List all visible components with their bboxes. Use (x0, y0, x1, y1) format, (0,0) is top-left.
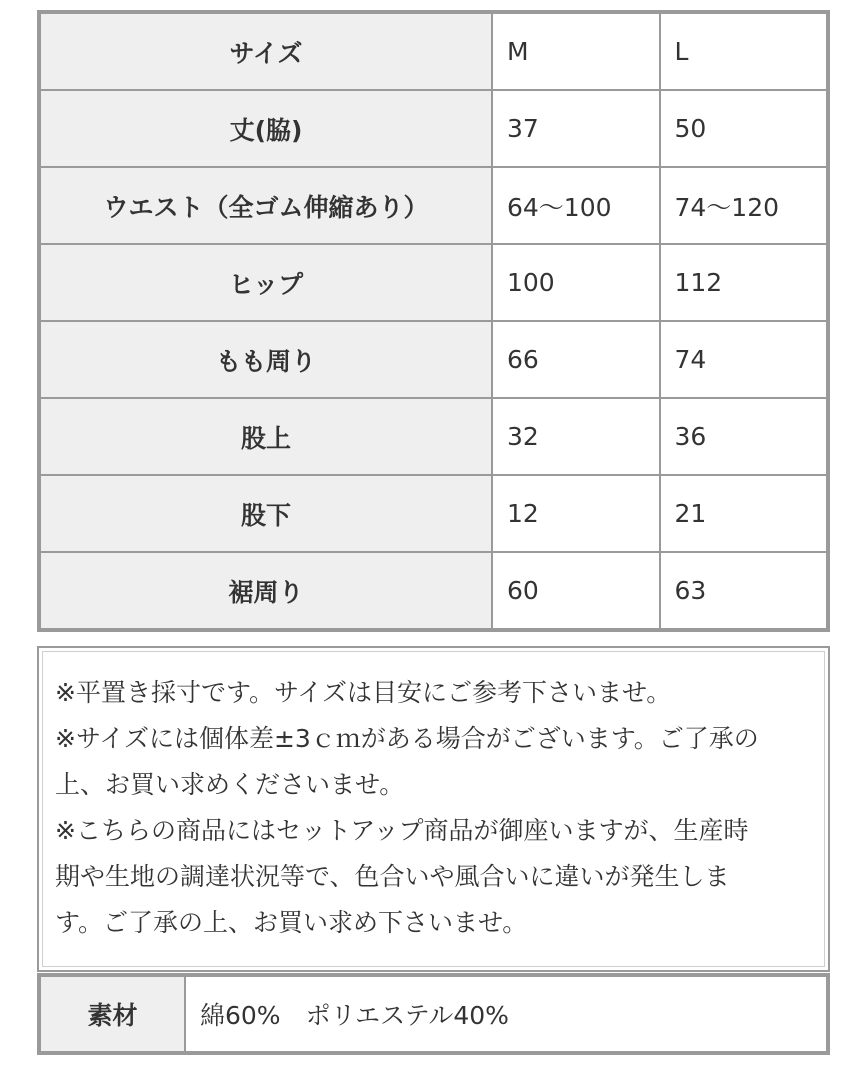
material-value: 綿60% ポリエステル40% (186, 977, 826, 1051)
note-line: ※平置き採寸です。サイズは目安にご参考下さいませ。 (55, 678, 672, 707)
row-value-l: 74〜120 (661, 168, 827, 243)
size-table-frame (37, 10, 830, 632)
row-value-l: 63 (661, 553, 827, 628)
table-row (41, 245, 826, 320)
note-line: 期や生地の調達状況等で、色合いや風合いに違いが発生しま (55, 862, 730, 891)
row-value-m: 12 (493, 476, 659, 551)
table-row (41, 168, 826, 243)
row-value-m: 66 (493, 322, 659, 397)
row-label: もも周り (41, 322, 491, 397)
table-row (41, 476, 826, 551)
row-label: 股上 (41, 399, 491, 474)
row-value-m: 64〜100 (493, 168, 659, 243)
row-value-l: 50 (661, 91, 827, 166)
note-line: ※こちらの商品にはセットアップ商品が御座いますが、生産時 (55, 816, 749, 845)
material-label: 素材 (41, 977, 184, 1051)
header-size-l: L (661, 14, 827, 89)
row-label: ウエスト（全ゴム伸縮あり） (41, 168, 491, 243)
row-value-m: 60 (493, 553, 659, 628)
row-label: 裾周り (41, 553, 491, 628)
size-table (39, 12, 828, 630)
note-line: す。ご了承の上、お買い求め下さいませ。 (55, 908, 528, 937)
row-value-m: 100 (493, 245, 659, 320)
table-row (41, 399, 826, 474)
table-row (41, 91, 826, 166)
row-value-m: 37 (493, 91, 659, 166)
row-label: 股下 (41, 476, 491, 551)
row-value-l: 21 (661, 476, 827, 551)
row-label: 丈(脇) (41, 91, 491, 166)
row-value-l: 112 (661, 245, 827, 320)
table-header-row (41, 14, 826, 89)
material-row (37, 973, 830, 1055)
row-value-l: 74 (661, 322, 827, 397)
row-label: ヒップ (41, 245, 491, 320)
row-value-m: 32 (493, 399, 659, 474)
note-line: 上、お買い求めくださいませ。 (55, 770, 405, 799)
table-row (41, 322, 826, 397)
header-size-m: M (493, 14, 659, 89)
row-value-l: 36 (661, 399, 827, 474)
table-row (41, 553, 826, 628)
note-line: ※サイズには個体差±3ｃｍがある場合がございます。ご了承の (55, 724, 759, 753)
notes-box (37, 646, 830, 972)
header-label-cell: サイズ (41, 14, 491, 89)
